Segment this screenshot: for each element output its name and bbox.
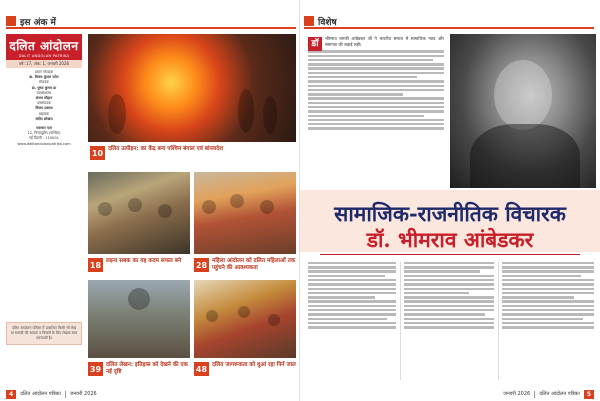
page-number: 4 [6,390,16,399]
text-line [404,270,480,272]
credit-name: संदीप शोखरा [35,116,53,121]
text-line [308,262,396,264]
text-line [404,296,494,298]
text-line [502,262,594,264]
text-line [308,50,444,52]
column-divider [400,262,401,380]
headline-line-2: डॉ. भीमराव आंबेडकर [366,227,534,252]
text-line [404,309,494,311]
statue-photo [88,280,190,358]
text-line [502,309,594,311]
credit-role: उपसंपादक [36,101,52,106]
footer-date: जनवरी 2026 [503,391,531,397]
footer-date: जनवरी 2026 [69,391,97,397]
credit-name: डा. विजय कुमार पटेल [29,75,59,80]
article-column-4 [502,260,594,382]
item-page-number: 39 [88,362,103,376]
text-line [404,326,494,328]
text-line [502,326,594,328]
text-line [502,283,594,285]
text-line [308,270,396,272]
section-marker-icon [6,16,16,26]
credit-role: प्रधान संपादक [34,70,54,74]
text-line [308,266,396,268]
text-line [308,127,444,129]
text-line [404,305,494,307]
text-line [404,279,494,281]
address-line: 12, निजामुद्दीन (पश्चिम) [27,131,61,136]
item-page-number: 28 [194,258,209,272]
text-line [308,63,444,65]
text-line [308,89,444,91]
headline-line-1: सामाजिक-राजनीतिक विचारक [334,201,566,226]
rally-photo [194,280,296,358]
section-header [6,14,56,28]
text-line [404,283,494,285]
address-line: नई दिल्ली - 110001 [28,136,60,141]
women-gathering-photo [194,172,296,254]
text-line [502,266,594,268]
credit-role: व्यवस्थापक [36,90,52,95]
section-header [304,14,337,28]
article-column-3 [404,260,494,382]
text-line [502,322,594,324]
text-line [502,270,594,272]
credits-block [6,70,82,147]
section-rule [304,27,594,29]
fire-riot-photo [88,34,296,142]
credit-name: विजय प्रकाश [35,106,53,111]
section-marker-icon [304,16,314,26]
item-caption: लड़ना सबक का यह कदम सफल बने [106,258,182,264]
text-line [308,80,444,82]
text-line [308,102,444,104]
item-caption: महिला आंदोलन को दलित महिलाओं तक पहुंचने की आवश्यकता [212,258,296,271]
text-line [308,115,424,117]
footer-divider [534,391,535,398]
website-link[interactable]: www.dalitandolanpatrika.com [17,141,71,146]
text-line [308,59,433,61]
text-line [308,300,396,302]
article-intro: भीमराव रामजी आंबेडकर जी ने भारतीय समाज में सामाजिक न्याय और समानता की लड़ाई लड़ी। [325,36,444,48]
disclaimer-notice: दलित आंदोलन पत्रिका में प्रकाशित किसी भी लेख या सामग्री की सत्यता व विचारों के लिए लेखक स्वयं उत्तरदायी हैं। [6,322,82,345]
credit-role: सहायक [38,111,50,116]
text-line [308,97,444,99]
right-page [300,0,600,401]
text-line [502,288,594,290]
page-footer [6,389,97,399]
contents-item[interactable] [194,362,296,376]
text-line [308,292,396,294]
text-line [308,119,444,121]
address-line: पत्राचार पता [36,126,52,131]
text-line [404,292,469,294]
text-line [404,266,494,268]
item-caption: दलित लेखन: इतिहास को देखने की एक नई दृष्टि [106,362,188,375]
text-line [308,55,444,57]
masthead-sidebar [6,34,82,383]
text-line [308,106,444,108]
item-page-number: 18 [88,258,103,272]
contents-item[interactable] [90,146,294,160]
section-title: विशेष [318,17,337,28]
text-line [308,93,403,95]
text-line [404,300,494,302]
text-line [308,318,387,320]
credit-role: संपादक [38,80,50,85]
text-line [308,322,396,324]
ambedkar-portrait [450,34,596,188]
text-line [404,318,494,320]
text-line [404,313,485,315]
text-line [308,72,444,74]
text-line [308,123,444,125]
text-line [502,292,594,294]
text-line [308,288,396,290]
text-line [308,85,444,87]
text-line [404,275,494,277]
page-footer [503,389,594,399]
text-line [308,313,396,315]
item-page-number: 10 [90,146,105,160]
text-line [502,275,581,277]
text-line [308,110,444,112]
crowd-meeting-photo [88,172,190,254]
text-line [308,309,396,311]
credit-name: डा. पुष्पा कुमार डा [31,85,57,90]
footer-publication: दलित आंदोलन पत्रिका [20,391,61,397]
text-line [404,288,494,290]
item-caption: दलित उत्पीड़न: का केंद्र बना पश्चिम बंगाल एवं बांग्लादेश [108,146,224,152]
column-divider [498,262,499,380]
text-line [308,283,396,285]
text-line [502,300,594,302]
contents-item[interactable] [88,258,190,272]
section-rule [6,27,296,29]
masthead-subtitle: DALIT ANDOLAN PATRIKA [18,54,70,58]
text-line [308,296,375,298]
text-line [502,279,594,281]
drop-cap: डॉ [308,37,322,51]
text-line [502,318,583,320]
credit-name: संजय चौहान [35,96,53,101]
contents-item[interactable] [194,258,296,272]
article-column-2 [308,260,396,382]
text-line [502,305,594,307]
section-title: इस अंक में [20,17,56,28]
text-line [308,305,396,307]
text-line [308,275,385,277]
masthead-title: दलित आंदोलन [9,39,79,53]
text-line [308,326,396,328]
text-line [308,67,444,69]
text-line [502,313,594,315]
text-line [308,76,417,78]
text-line [502,296,574,298]
masthead-logo [6,34,82,60]
text-line [404,322,494,324]
item-page-number: 48 [194,362,209,376]
footer-divider [65,391,66,398]
text-line [404,262,494,264]
item-caption: दलित जागरूकता को धुआं रहा पिर्न जाल [212,362,296,368]
headline-underline [320,254,580,255]
issue-line: वर्ष: 17, अंक: 1, जनवरी 2026 [6,60,82,68]
article-column-1 [308,36,444,186]
text-line [308,279,396,281]
footer-publication: दलित आंदोलन पत्रिका [539,391,580,397]
page-number: 5 [584,390,594,399]
contents-item[interactable] [88,362,190,376]
